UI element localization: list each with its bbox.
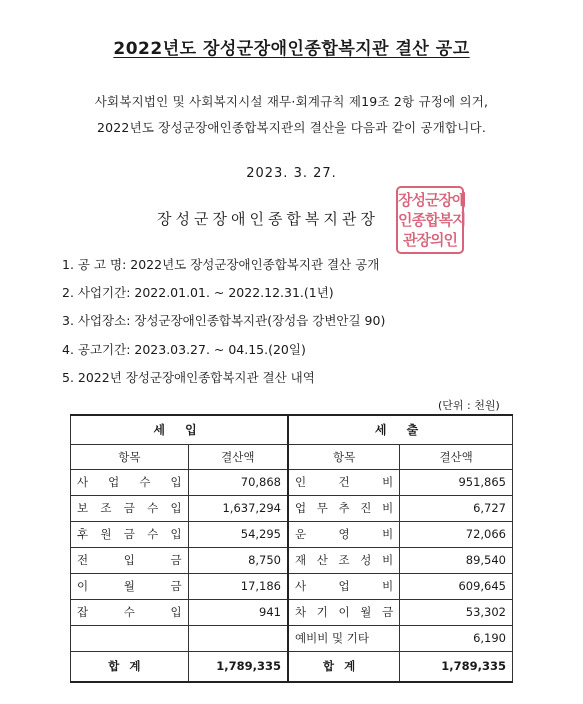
expense-total-label: 합계 [288, 651, 400, 682]
revenue-amount: 70,868 [188, 469, 288, 495]
expense-amount: 89,540 [400, 547, 513, 573]
revenue-label [71, 625, 189, 651]
expense-label: 업 무 추 진 비 [288, 495, 400, 521]
expense-amount: 6,190 [400, 625, 513, 651]
expense-amount: 53,302 [400, 599, 513, 625]
revenue-item-column-header: 항목 [71, 444, 189, 469]
notice-date: 2023. 3. 27. [246, 166, 337, 181]
revenue-total-amount: 1,789,335 [188, 651, 288, 682]
table-total-row [71, 651, 513, 682]
expense-label: 차 기 이 월 금 [288, 599, 400, 625]
revenue-label: 보 조 금 수 입 [71, 495, 189, 521]
expense-label: 예비비 및 기타 [288, 625, 400, 651]
expense-label: 사 업 비 [288, 573, 400, 599]
revenue-amount: 8,750 [188, 547, 288, 573]
expense-label: 운 영 비 [288, 521, 400, 547]
expense-amount: 72,066 [400, 521, 513, 547]
revenue-label: 이 월 금 [71, 573, 189, 599]
notice-item-location: 3. 사업장소: 장성군장애인종합복지관(장성읍 강변안길 90) [62, 313, 386, 328]
table-column-header-row [71, 444, 513, 469]
notice-item-notice-period: 4. 공고기간: 2023.03.27. ~ 04.15.(20일) [62, 342, 306, 357]
notice-item-title: 1. 공 고 명: 2022년도 장성군장애인종합복지관 결산 공개 [62, 257, 380, 272]
expense-label: 재 산 조 성 비 [288, 547, 400, 573]
notice-title: 2022년도 장성군장애인종합복지관 결산 공고 [113, 39, 470, 59]
expense-amount-column-header: 결산액 [400, 444, 513, 469]
table-row [71, 521, 513, 547]
table-row [71, 495, 513, 521]
expense-header: 세 출 [288, 415, 513, 444]
expense-total-amount: 1,789,335 [400, 651, 513, 682]
table-row [71, 625, 513, 651]
settlement-table [70, 414, 513, 683]
revenue-label: 전 입 금 [71, 547, 189, 573]
revenue-total-label: 합계 [71, 651, 189, 682]
notice-item-details: 5. 2022년 장성군장애인종합복지관 결산 내역 [62, 370, 315, 385]
official-seal-stamp: 장성군장애 인종합복지 관장의인 [396, 186, 464, 254]
revenue-amount: 17,186 [188, 573, 288, 599]
revenue-amount: 1,637,294 [188, 495, 288, 521]
table-section-header-row [71, 415, 513, 444]
table-row [71, 573, 513, 599]
revenue-label: 후 원 금 수 입 [71, 521, 189, 547]
expense-amount: 609,645 [400, 573, 513, 599]
revenue-label: 사 업 수 입 [71, 469, 189, 495]
intro-line-2: 2022년도 장성군장애인종합복지관의 결산을 다음과 같이 공개합니다. [96, 120, 487, 135]
table-row [71, 469, 513, 495]
table-row [71, 547, 513, 573]
expense-amount: 951,865 [400, 469, 513, 495]
revenue-amount-column-header: 결산액 [188, 444, 288, 469]
expense-label: 인 건 비 [288, 469, 400, 495]
table-row [71, 599, 513, 625]
expense-item-column-header: 항목 [288, 444, 400, 469]
intro-line-1: 사회복지법인 및 사회복지시설 재무·회계규칙 제19조 2항 규정에 의거, [94, 94, 489, 109]
revenue-amount: 941 [188, 599, 288, 625]
unit-note: (단위 : 천원) [438, 399, 500, 412]
organization-name: 장성군장애인종합복지관장 [157, 210, 379, 228]
notice-item-period: 2. 사업기간: 2022.01.01. ~ 2022.12.31.(1년) [62, 285, 334, 300]
revenue-amount: 54,295 [188, 521, 288, 547]
revenue-label: 잡 수 입 [71, 599, 189, 625]
revenue-header: 세 입 [71, 415, 289, 444]
expense-amount: 6,727 [400, 495, 513, 521]
revenue-amount [188, 625, 288, 651]
